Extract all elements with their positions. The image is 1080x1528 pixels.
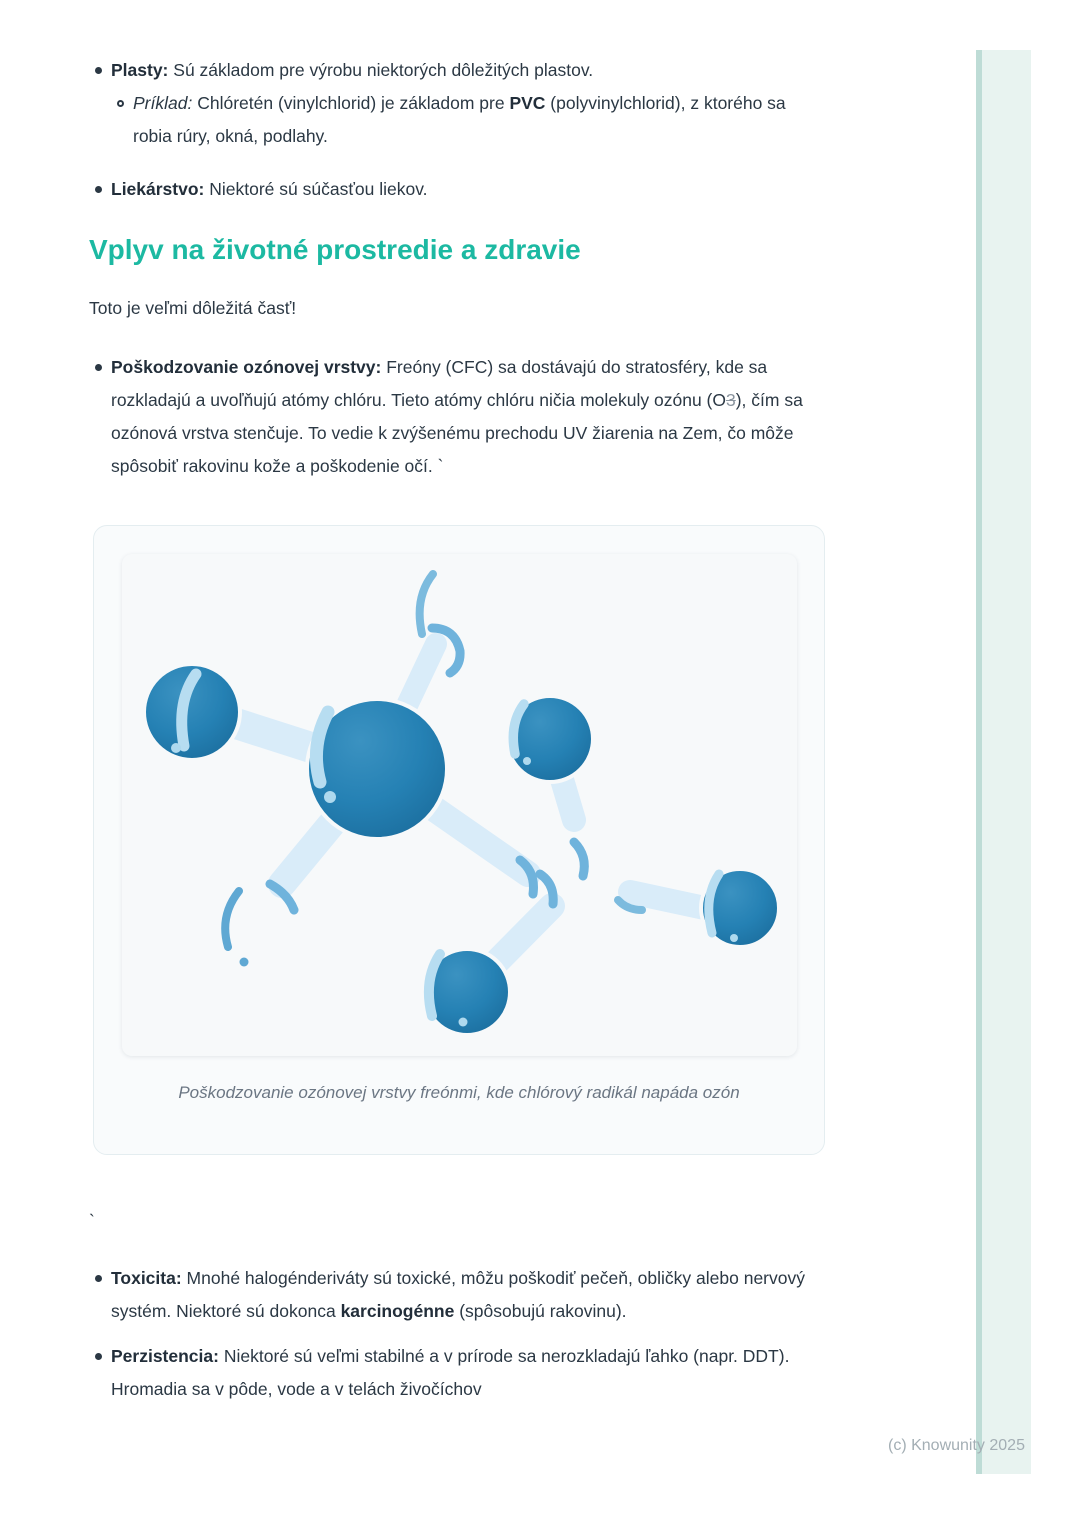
list-item-liekarstvo <box>89 173 829 206</box>
stray-backtick: ` <box>89 1211 95 1231</box>
list-item-ozone <box>89 351 829 483</box>
subitem-label: Príklad: <box>133 93 193 113</box>
list-item-plasty <box>89 54 829 87</box>
bullet-dot <box>95 1353 102 1360</box>
copyright-watermark: (c) Knowunity 2025 <box>888 1437 1025 1454</box>
hazards-list <box>89 1262 829 1406</box>
uses-list <box>89 54 829 206</box>
item-label: Perzistencia: <box>111 1346 219 1366</box>
molecule-atoms <box>144 664 779 1035</box>
item-bold: karcinogénne <box>340 1301 455 1321</box>
bullet-dot <box>95 67 102 74</box>
figure-card <box>93 525 825 1155</box>
bullet-dot <box>95 1275 102 1282</box>
molecule-dot-accent <box>240 958 249 967</box>
item-text-pre: Freóny (CFC) sa dostávajú do stratosféry, kde sa rozkladajú a uvoľňujú atómy chlóru. Tieto atómy chlóru ničia molekuly ozónu (O <box>111 357 768 410</box>
molecule-bonds <box>222 644 714 992</box>
environment-list <box>89 351 829 483</box>
item-text-pre: Mnohé halogénderiváty sú toxické, môžu poškodiť pečeň, obličky alebo nervový systém. Niektoré sú dokonca <box>111 1268 805 1321</box>
section-heading: Vplyv na životné prostredie a zdravie <box>89 234 581 265</box>
list-item-toxicita <box>89 1262 829 1328</box>
subitem-bold: PVC <box>509 93 546 113</box>
subitem-text-pre: Chlóretén (vinylchlorid) je základom pre <box>197 93 505 113</box>
bullet-ring <box>117 100 124 107</box>
molecule-illustration <box>122 554 797 1056</box>
bullet-dot <box>95 364 102 371</box>
page-edge-bar <box>976 50 1031 1474</box>
item-label: Liekárstvo: <box>111 179 205 199</box>
content-column <box>89 0 829 1406</box>
item-label: Toxicita: <box>111 1268 182 1288</box>
struck-subscript: 3 <box>726 390 736 410</box>
item-text-post: (spôsobujú rakovinu). <box>459 1301 627 1321</box>
list-item-perzistencia <box>89 1340 829 1406</box>
figure-image <box>122 554 797 1056</box>
bullet-dot <box>95 186 102 193</box>
item-text: Niektoré sú súčasťou liekov. <box>209 179 428 199</box>
item-label: Plasty: <box>111 60 169 80</box>
subitem-text-post: (polyvinylchlorid), z ktorého sa robia rúry, okná, podlahy. <box>133 93 786 146</box>
list-subitem-priklad <box>89 87 829 153</box>
intro-note: Toto je veľmi dôležitá časť! <box>89 298 297 318</box>
item-label: Poškodzovanie ozónovej vrstvy: <box>111 357 382 377</box>
item-text: Sú základom pre výrobu niektorých dôležitých plastov. <box>173 60 594 80</box>
figure-caption: Poškodzovanie ozónovej vrstvy freónmi, kde chlórový radikál napáda ozón <box>178 1083 740 1102</box>
item-text-post: ), čím sa ozónová vrstva stenčuje. To vedie k zvýšenému prechodu UV žiarenia na Zem, čo môže spôsobiť rakovinu kože a poškodenie očí. ` <box>111 390 803 476</box>
item-text: Niektoré sú veľmi stabilné a v prírode sa nerozkladajú ľahko (napr. DDT). Hromadia sa v pôde, vode a v telách živočíchov <box>111 1346 790 1399</box>
